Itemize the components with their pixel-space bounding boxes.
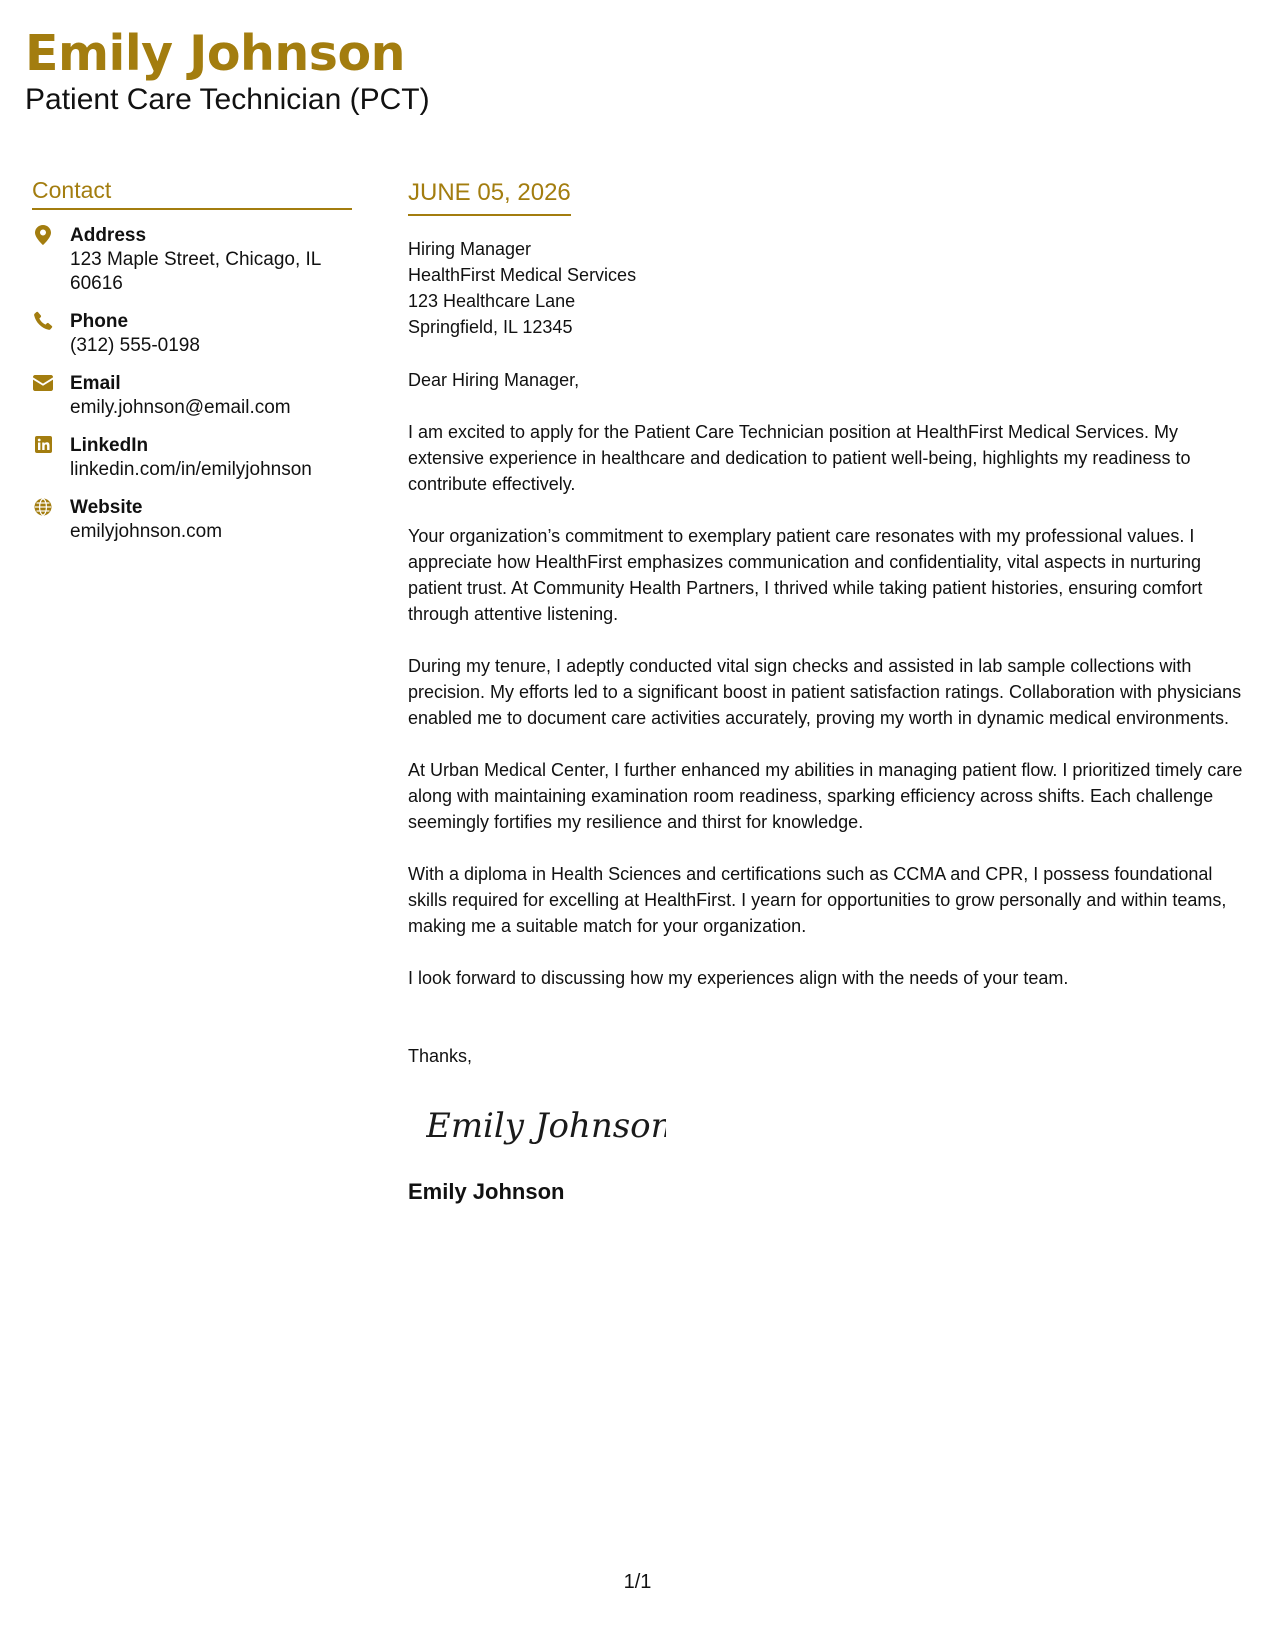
applicant-name: Emily Johnson (25, 25, 405, 82)
job-title: Patient Care Technician (PCT) (25, 83, 430, 116)
contact-item-linkedin (32, 434, 352, 482)
location-pin-icon (32, 225, 54, 247)
linkedin-label: LinkedIn (70, 435, 149, 456)
phone-value: (312) 555-0198 (70, 335, 200, 356)
address-line-2: 60616 (70, 273, 123, 294)
letter-date: JUNE 05, 2026 (408, 178, 571, 216)
website-value: emilyjohnson.com (70, 521, 223, 542)
signer-name: Emily Johnson (408, 1179, 565, 1204)
contact-item-phone (32, 310, 352, 358)
phone-label: Phone (70, 311, 129, 332)
contact-item-email (32, 372, 352, 420)
contact-item-address (32, 224, 352, 296)
letter-paragraph: Your organization’s commitment to exemplary patient care resonates with my professional values. I appreciate how HealthFirst emphasizes communication and confidentiality, vital aspects in nurturing patient trust. At Community Health Partners, I thrived while taking patient histories, ensuring comfort through attentive listening. (408, 526, 1203, 624)
page-number: 1/1 (623, 1571, 652, 1593)
address-label: Address (70, 225, 147, 246)
letter-paragraph: During my tenure, I adeptly conducted vital sign checks and assisted in lab sample collections with precision. My efforts led to a significant boost in patient satisfaction ratings. Collaboration with physicians enabled me to document care activities accurately, proving my worth in dynamic medical environments. (408, 656, 1242, 728)
linkedin-value: linkedin.com/in/emilyjohnson (70, 459, 312, 480)
address-line-1: 123 Maple Street, Chicago, IL (70, 249, 322, 270)
signature-text: Emily Johnson (426, 1106, 666, 1146)
envelope-icon (32, 373, 54, 395)
header (25, 24, 430, 118)
recipient-line: HealthFirst Medical Services (408, 265, 637, 285)
salutation: Dear Hiring Manager, (408, 370, 580, 390)
email-value: emily.johnson@email.com (70, 397, 291, 418)
phone-icon (32, 311, 54, 333)
globe-icon (32, 497, 54, 519)
contact-heading: Contact (32, 176, 352, 210)
recipient-line: 123 Healthcare Lane (408, 291, 576, 311)
letter-paragraph: At Urban Medical Center, I further enhanced my abilities in managing patient flow. I prioritized timely care along with maintaining examination room readiness, sparking efficiency across shifts. Each challenge seemingly fortifies my resilience and thirst for knowledge. (408, 760, 1243, 832)
contact-item-website (32, 496, 352, 544)
recipient-line: Hiring Manager (408, 239, 532, 259)
closing: Thanks, (408, 1046, 473, 1066)
recipient-block (408, 236, 1248, 340)
letter-paragraph: I am excited to apply for the Patient Care Technician position at HealthFirst Medical Services. My extensive experience in healthcare and dedication to patient well-being, highlights my readiness to contribute effectively. (408, 422, 1191, 494)
letter-body (408, 178, 1248, 1206)
signature-image (426, 1103, 666, 1149)
email-label: Email (70, 373, 121, 394)
website-label: Website (70, 497, 143, 518)
letter-paragraph: I look forward to discussing how my experiences align with the needs of your team. (408, 968, 1069, 988)
recipient-line: Springfield, IL 12345 (408, 317, 573, 337)
linkedin-icon (32, 435, 54, 457)
contact-sidebar (32, 176, 352, 544)
letter-paragraph: With a diploma in Health Sciences and certifications such as CCMA and CPR, I possess foundational skills required for excelling at HealthFirst. I yearn for opportunities to grow personally and within teams, making me a suitable match for your organization. (408, 864, 1227, 936)
